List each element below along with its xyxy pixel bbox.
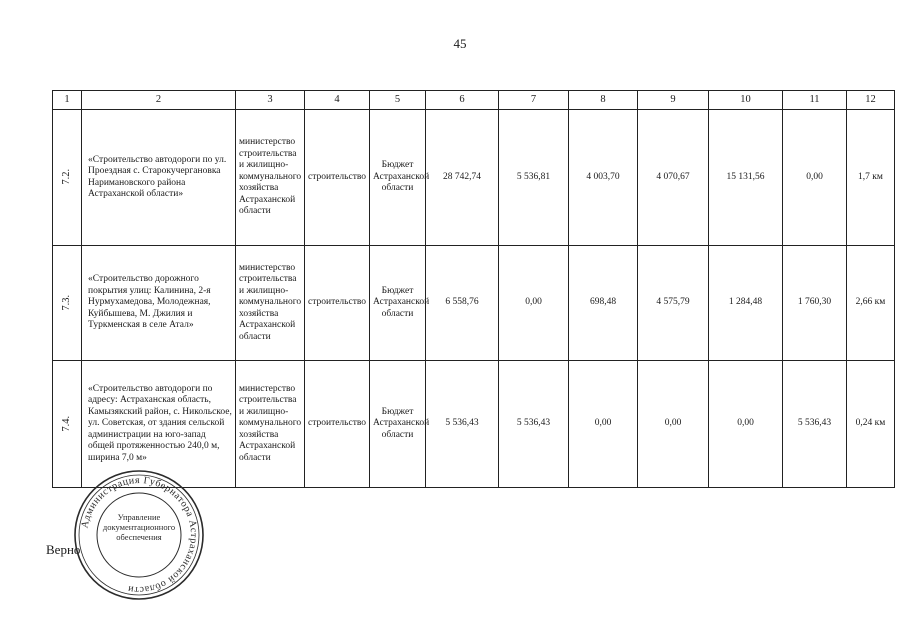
header-row — [53, 91, 895, 110]
header-cell: 12 — [847, 91, 895, 110]
length: 2,66 км — [847, 246, 895, 361]
row-number: 7.4. — [61, 415, 73, 432]
value-8: 4 003,70 — [569, 110, 638, 246]
header-cell: 7 — [499, 91, 569, 110]
header-cell: 5 — [370, 91, 426, 110]
executor: министерство строительства и жилищно-коммунального хозяйства Астраханской области — [236, 361, 305, 488]
row-number: 7.2. — [61, 169, 73, 185]
value-6: 6 558,76 — [426, 246, 499, 361]
value-11: 5 536,43 — [783, 361, 847, 488]
value-9: 4 575,79 — [638, 246, 709, 361]
value-7: 0,00 — [499, 246, 569, 361]
value-10: 0,00 — [709, 361, 783, 488]
executor: министерство строительства и жилищно-коммунального хозяйства Астраханской области — [236, 110, 305, 246]
object-name: «Строительство автодороги по адресу: Астраханская область, Камызякский район, с. Никольское, ул. Советская, от здания сельской администрации на юго-запад общей протяженностью 240,0 м, ширина 7,0 м» — [82, 361, 236, 488]
page-number: 45 — [453, 36, 467, 51]
header-cell: 4 — [305, 91, 370, 110]
value-8: 0,00 — [569, 361, 638, 488]
header-cell: 10 — [709, 91, 783, 110]
object-name: «Строительство автодороги по ул. Проездная с. Старокучергановка Наримановского района Астраханской области» — [82, 110, 236, 246]
program-table — [52, 90, 895, 488]
table-row — [53, 246, 895, 361]
funding-source: Бюджет Астраханской области — [370, 361, 426, 488]
work-type: строительство — [305, 110, 370, 246]
value-10: 15 131,56 — [709, 110, 783, 246]
value-9: 4 070,67 — [638, 110, 709, 246]
row-number-cell — [53, 246, 82, 361]
official-seal — [72, 468, 206, 602]
value-6: 28 742,74 — [426, 110, 499, 246]
length: 0,24 км — [847, 361, 895, 488]
signature-label: Верно — [46, 542, 81, 557]
value-11: 1 760,30 — [783, 246, 847, 361]
work-type: строительство — [305, 246, 370, 361]
header-cell: 6 — [426, 91, 499, 110]
header-cell: 1 — [53, 91, 82, 110]
header-cell: 3 — [236, 91, 305, 110]
row-number-cell — [53, 110, 82, 246]
value-6: 5 536,43 — [426, 361, 499, 488]
value-10: 1 284,48 — [709, 246, 783, 361]
row-number: 7.3. — [61, 294, 73, 311]
value-7: 5 536,43 — [499, 361, 569, 488]
header-cell: 2 — [82, 91, 236, 110]
executor: министерство строительства и жилищно-коммунального хозяйства Астраханской области — [236, 246, 305, 361]
value-11: 0,00 — [783, 110, 847, 246]
seal-inner-text: Управление документационного обеспечения — [102, 512, 176, 542]
value-8: 698,48 — [569, 246, 638, 361]
funding-source: Бюджет Астраханской области — [370, 110, 426, 246]
header-cell: 8 — [569, 91, 638, 110]
header-cell: 9 — [638, 91, 709, 110]
header-cell: 11 — [783, 91, 847, 110]
object-name: «Строительство дорожного покрытия улиц: Калинина, 2-я Нурмухамедова, Молодежная, Куйбышева, М. Джилия и Туркменская в селе Атал» — [82, 246, 236, 361]
length: 1,7 км — [847, 110, 895, 246]
value-9: 0,00 — [638, 361, 709, 488]
funding-source: Бюджет Астраханской области — [370, 246, 426, 361]
table-row — [53, 110, 895, 246]
value-7: 5 536,81 — [499, 110, 569, 246]
work-type: строительство — [305, 361, 370, 488]
seal-outer-text: Администрация Губернатора Астраханской области — [79, 474, 200, 596]
